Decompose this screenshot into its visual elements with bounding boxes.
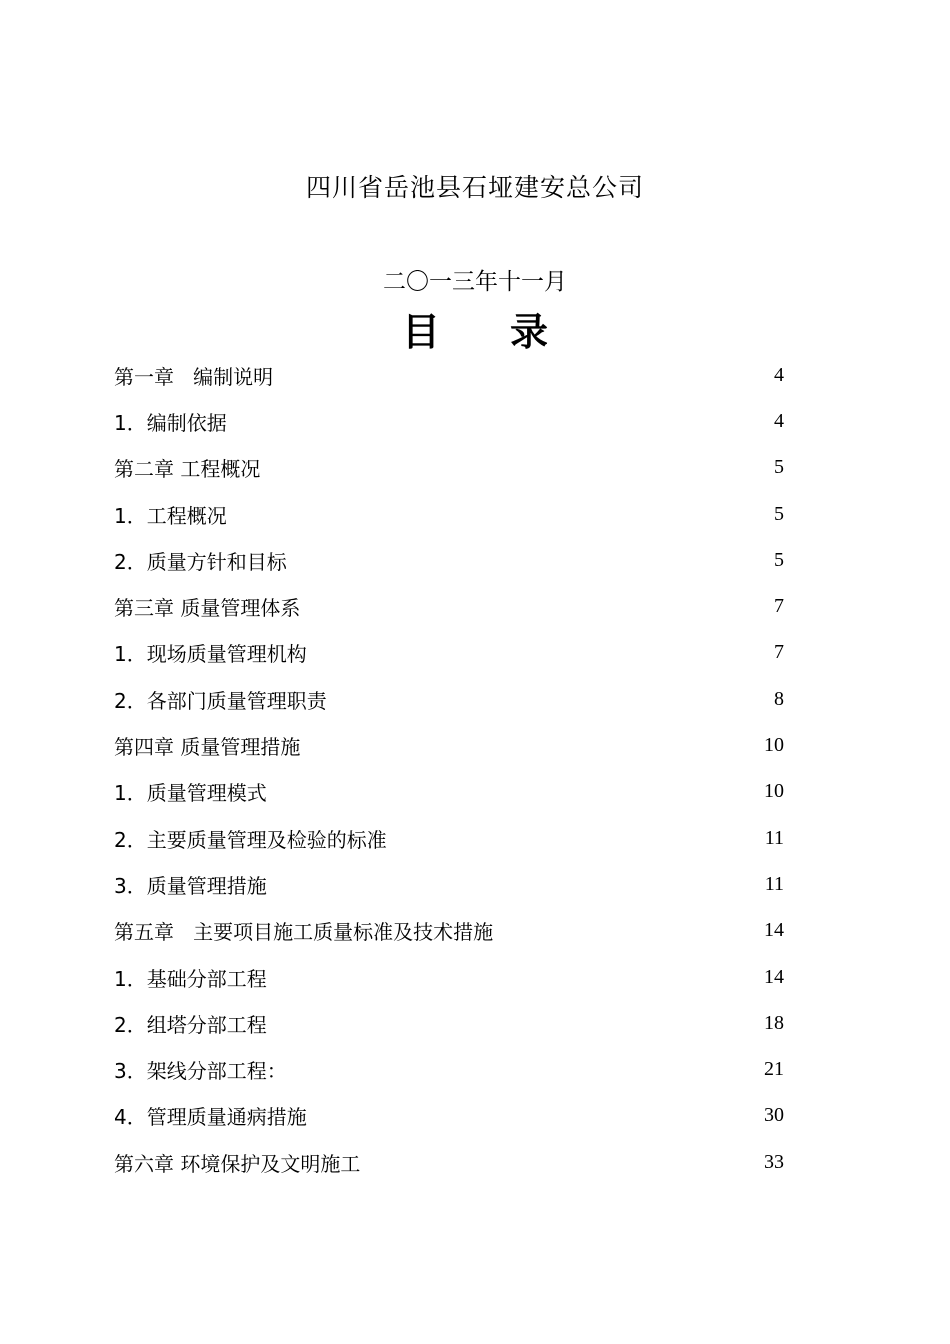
toc-entry-page: 33 [764,1150,784,1173]
toc-entry-text: 第三章 质量管理体系 [114,596,301,621]
toc-entry-page: 8 [774,687,784,710]
toc-entry-text: 2．各部门质量管理职责 [114,688,327,713]
toc-entry[interactable] [114,1000,784,1046]
toc-entry-page: 7 [774,641,784,664]
toc-entry-page: 4 [774,409,784,432]
toc-entry-page: 14 [764,965,784,988]
toc-entry-text: 1．编制依据 [114,410,227,435]
toc-entry[interactable] [114,445,784,491]
toc-entry-text: 2．质量方针和目标 [114,549,287,574]
toc-entry-text: 第二章 工程概况 [114,457,261,482]
toc-entry-text: 1．基础分部工程 [114,966,267,991]
toc-entry-text: 1．工程概况 [114,503,227,528]
toc-entry[interactable] [114,1139,784,1185]
toc-entry-page: 7 [774,595,784,618]
toc-entry-text: 1．现场质量管理机构 [114,642,307,667]
toc-entry[interactable] [114,954,784,1000]
toc-entry-text: 4．管理质量通病措施 [114,1105,307,1130]
toc-entry-page: 11 [764,872,784,895]
toc-entry-text: 3．架线分部工程： [114,1059,287,1084]
toc-heading-left: 目 [401,309,440,354]
toc-entry-page: 10 [764,780,784,803]
toc-entry-page: 5 [774,456,784,479]
toc-entry-page: 10 [764,734,784,757]
toc-entry[interactable] [114,861,784,907]
toc-entry-page: 21 [764,1058,784,1081]
toc-entry[interactable] [114,583,784,629]
toc-entry-page: 5 [774,502,784,525]
toc-entry-text: 2．主要质量管理及检验的标准 [114,827,387,852]
toc-entry-page: 30 [764,1104,784,1127]
toc-entry[interactable] [114,352,784,398]
toc-entry-text: 1．质量管理模式 [114,781,267,806]
toc-entry-page: 4 [774,363,784,386]
toc-entry[interactable] [114,908,784,954]
toc-entry[interactable] [114,398,784,444]
toc-entry[interactable] [114,676,784,722]
toc-entry[interactable] [114,722,784,768]
toc-heading-right: 录 [510,309,549,354]
document-date: 二〇一三年十一月 [383,269,567,295]
table-of-contents [114,352,784,1185]
toc-entry[interactable] [114,815,784,861]
toc-entry-page: 14 [764,919,784,942]
toc-entry[interactable] [114,537,784,583]
toc-entry-page: 18 [764,1011,784,1034]
toc-entry-text: 第一章 编制说明 [114,364,274,389]
toc-entry[interactable] [114,769,784,815]
company-name: 四川省岳池县石垭建安总公司 [305,173,644,202]
toc-entry-page: 11 [764,826,784,849]
toc-entry-text: 第五章 主要项目施工质量标准及技术措施 [114,920,494,945]
toc-entry[interactable] [114,491,784,537]
toc-entry-text: 2．组塔分部工程 [114,1012,267,1037]
toc-heading [0,308,950,356]
toc-entry[interactable] [114,630,784,676]
toc-entry-text: 第六章 环境保护及文明施工 [114,1151,361,1176]
toc-entry-text: 第四章 质量管理措施 [114,735,301,760]
toc-entry-text: 3．质量管理措施 [114,873,267,898]
toc-entry-page: 5 [774,548,784,571]
toc-entry[interactable] [114,1093,784,1139]
toc-entry[interactable] [114,1046,784,1092]
